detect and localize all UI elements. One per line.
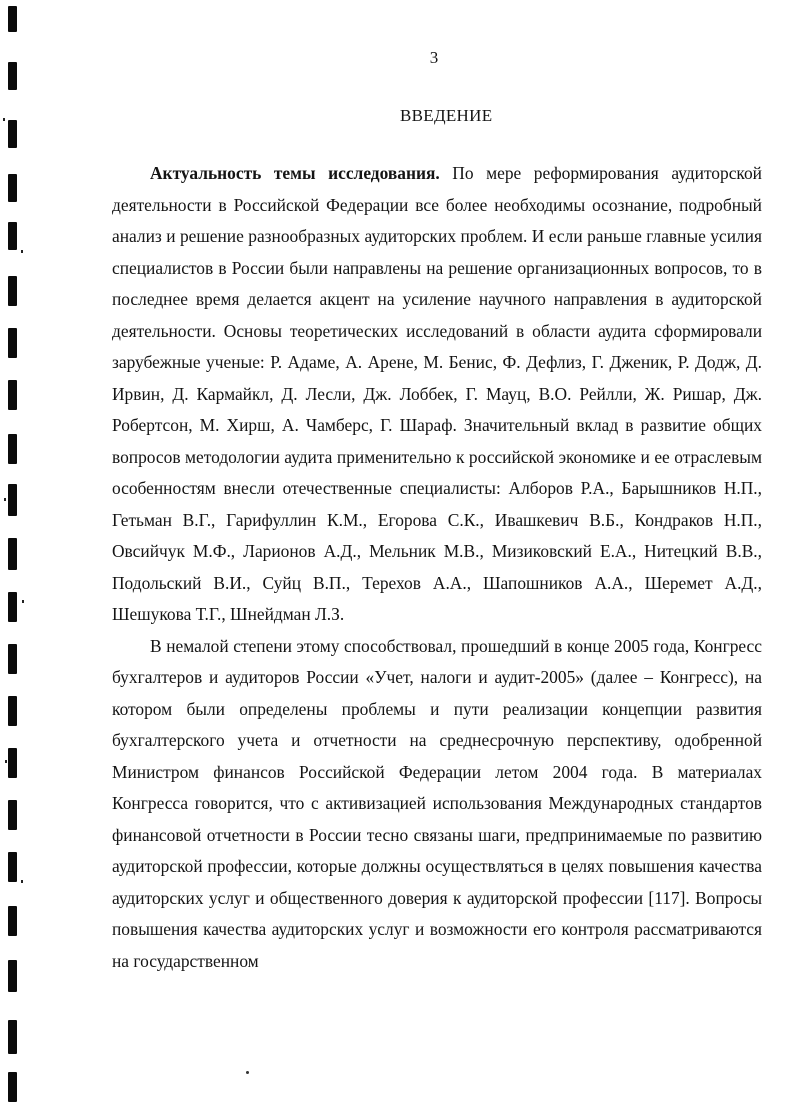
scan-speck [246, 1071, 249, 1074]
paragraph-congress [112, 631, 762, 978]
punch-hole [8, 1020, 17, 1054]
scan-speck [21, 250, 23, 253]
paragraph-text: В немалой степени этому способствовал, прошедший в конце 2005 года, Конгресс бухгалтеров и аудиторов России «Учет, налоги и аудит-2005» (далее – Конгресс), на котором были определены проблемы и пути реализации концепции развития бухгалтерского учета и отчетности на среднесрочную перспективу, одобренной Министром финансов Российской Федерации летом 2004 года. В материалах Конгресса говорится, что с активизацией использования Международных стандартов финансовой отчетности в России тесно связаны шаги, предпринимаемые по развитию аудиторской профессии, которые должны осуществляться в целях повышения качества аудиторских услуг и общественного доверия к аудиторской профессии [117]. Вопросы повышения качества аудиторских услуг и возможности его контроля рассматриваются на государственном [112, 635, 762, 971]
punch-hole [8, 644, 17, 674]
punch-hole [8, 6, 17, 32]
punch-hole [8, 538, 17, 570]
punch-hole [8, 120, 17, 148]
punch-hole [8, 696, 17, 726]
punch-hole [8, 222, 17, 250]
punch-hole [8, 484, 17, 516]
scan-speck [21, 880, 23, 883]
punch-hole [8, 800, 17, 830]
punch-hole [8, 380, 17, 410]
scan-speck [5, 760, 7, 763]
punch-hole [8, 434, 17, 464]
paragraph-lead: Актуальность темы исследования. [150, 163, 440, 183]
body-text [112, 158, 762, 977]
punch-hole [8, 960, 17, 992]
scan-speck [3, 118, 5, 121]
punch-hole [8, 276, 17, 306]
punch-hole [8, 174, 17, 202]
page-number: 3 [429, 48, 439, 67]
paragraph-text: По мере реформирования аудиторской деятельности в Российской Федерации все более необходимы осознание, подробный анализ и решение разнообразных аудиторских проблем. И если раньше главные усилия специалистов в России были направлены на решение организационных вопросов, то в последнее время делается акцент на усиление научного направления в аудиторской деятельности. Основы теоретических исследований в области аудита сформировали зарубежные ученые: Р. Адаме, А. Арене, М. Бенис, Ф. Дефлиз, Г. Дженик, Р. Додж, Д. Ирвин, Д. Кармайкл, Д. Лесли, Дж. Лоббек, Г. Мауц, В.О. Рейлли, Ж. Ришар, Дж. Робертсон, М. Хирш, А. Чамберс, Г. Шараф. Значительный вклад в развитие общих вопросов методологии аудита применительно к российской экономике и ее отраслевым особенностям внесли отечественные специалисты: Алборов Р.А., Барышников Н.П., Гетьман В.Г., Гарифуллин К.М., Егорова С.К., Ивашкевич В.Б., Кондраков Н.П., Овсийчук М.Ф., Ларионов А.Д., Мельник М.В., Мизиковский Е.А., Нитецкий В.В., Подольский В.И., Суйц В.П., Терехов А.А., Шапошников А.А., Шеремет А.Д., Шешукова Т.Г., Шнейдман Л.З. [112, 163, 762, 624]
punch-hole [8, 1072, 17, 1102]
punch-hole [8, 328, 17, 358]
paragraph-relevance [112, 158, 762, 631]
scan-speck [4, 498, 6, 501]
punch-hole [8, 592, 17, 622]
punch-hole [8, 748, 17, 778]
scan-speck [22, 600, 24, 603]
punch-hole [8, 852, 17, 882]
section-heading: ВВЕДЕНИЕ [400, 106, 493, 125]
punch-hole [8, 62, 17, 90]
binding-holes [0, 0, 40, 1104]
punch-hole [8, 906, 17, 936]
